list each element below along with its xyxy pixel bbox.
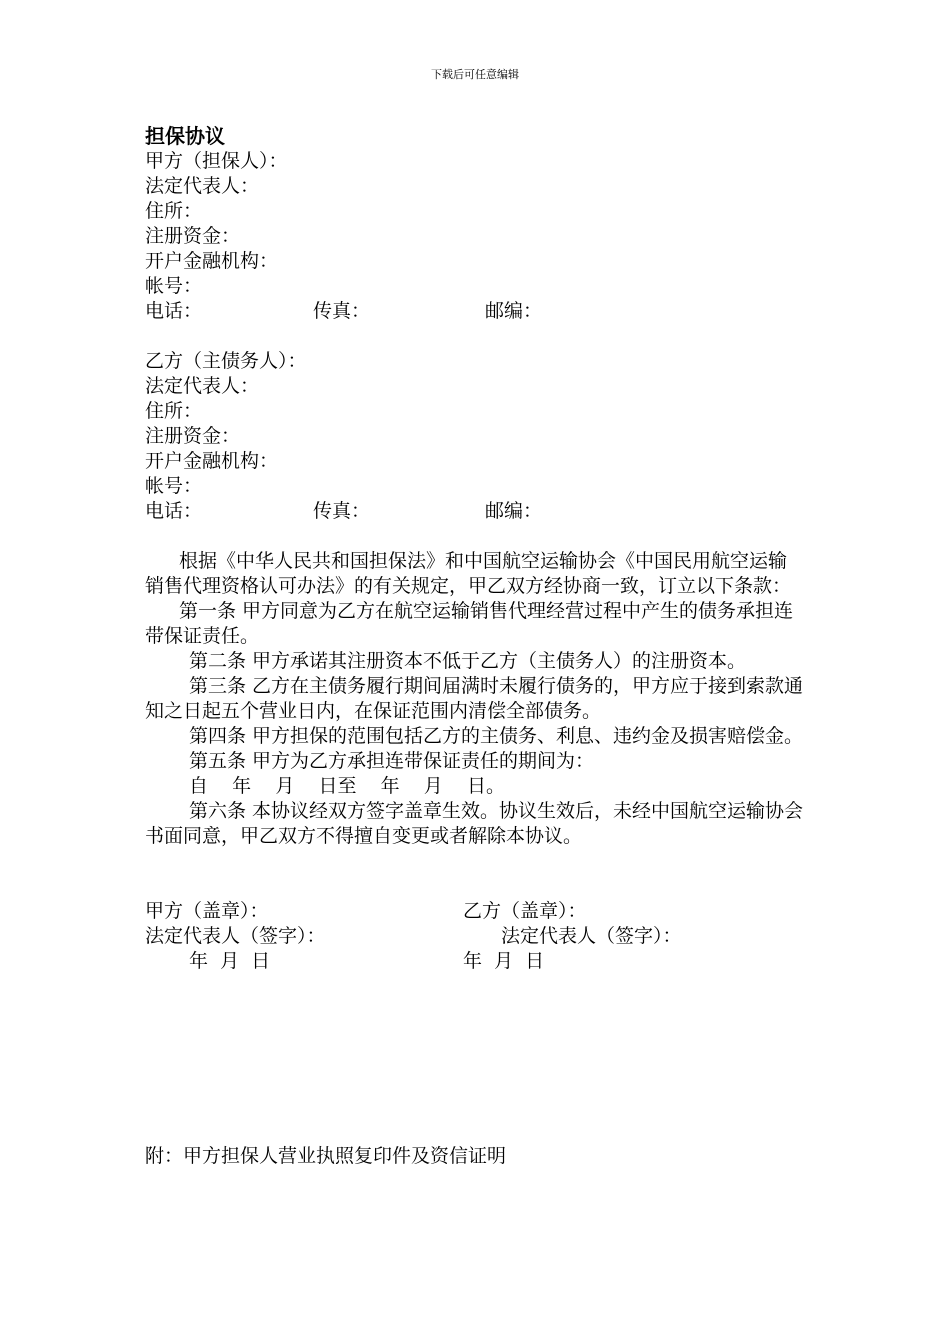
party-b-capital: 注册资金： <box>145 425 241 447</box>
party-a-rep: 法定代表人： <box>145 175 260 197</box>
party-a-bank: 开户金融机构： <box>145 250 279 272</box>
party-a-seal: 甲方（盖章）： <box>145 900 269 922</box>
party-a-contact-row <box>145 299 805 324</box>
article-5-period: 自 年 月 日至 年 月 日。 <box>189 775 505 797</box>
attachment-note: 附：甲方担保人营业执照复印件及资信证明 <box>145 1145 507 1167</box>
seal-row <box>145 899 805 924</box>
article-3: 第三条 乙方在主债务履行期间届满时未履行债务的，甲方应于接到索款通知之日起五个营业日内，在保证范围内清偿全部债务。 <box>145 675 804 722</box>
preamble: 根据《中华人民共和国担保法》和中国航空运输协会《中国民用航空运输销售代理资格认可办法》的有关规定，甲乙双方经协商一致，订立以下条款： <box>145 550 792 597</box>
party-a-capital: 注册资金： <box>145 225 241 247</box>
party-b-bank: 开户金融机构： <box>145 450 279 472</box>
party-b-seal: 乙方（盖章）： <box>463 900 587 922</box>
header-note: 下载后可任意编辑 <box>431 68 519 81</box>
party-a-phone: 电话： <box>145 300 203 322</box>
article-1: 第一条 甲方同意为乙方在航空运输销售代理经营过程中产生的债务承担连带保证责任。 <box>145 600 794 647</box>
spacer <box>145 324 805 349</box>
party-a-account: 帐号： <box>145 275 203 297</box>
party-a-postcode: 邮编： <box>485 300 543 322</box>
party-b-heading: 乙方（主债务人）： <box>145 350 307 372</box>
document-body <box>145 124 805 974</box>
party-b-fax: 传真： <box>313 500 371 522</box>
party-b-account: 帐号： <box>145 475 203 497</box>
rep-sign-row <box>145 924 805 949</box>
party-b-date: 年 月 日 <box>463 950 545 972</box>
date-row <box>145 949 805 974</box>
spacer <box>145 874 805 899</box>
party-a-rep-sign: 法定代表人（签字）： <box>145 925 326 947</box>
party-b-contact-row <box>145 499 805 524</box>
article-4: 第四条 甲方担保的范围包括乙方的主债务、利息、违约金及损害赔偿金。 <box>189 725 804 747</box>
party-a-fax: 传真： <box>313 300 371 322</box>
party-a-heading: 甲方（担保人）： <box>145 150 288 172</box>
party-b-rep-sign: 法定代表人（签字）： <box>501 925 682 947</box>
article-6: 第六条 本协议经双方签字盖章生效。协议生效后，未经中国航空运输协会书面同意，甲乙双方不得擅自变更或者解除本协议。 <box>145 800 804 847</box>
article-5: 第五条 甲方为乙方承担连带保证责任的期间为： <box>189 750 595 772</box>
party-b-phone: 电话： <box>145 500 203 522</box>
party-a-date: 年 月 日 <box>189 950 271 972</box>
party-b-rep: 法定代表人： <box>145 375 260 397</box>
spacer <box>145 524 805 549</box>
document-title: 担保协议 <box>145 124 225 148</box>
spacer <box>145 849 805 874</box>
party-b-postcode: 邮编： <box>485 500 543 522</box>
article-2: 第二条 甲方承诺其注册资本不低于乙方（主债务人）的注册资本。 <box>189 650 747 672</box>
party-a-address: 住所： <box>145 200 203 222</box>
party-b-address: 住所： <box>145 400 203 422</box>
